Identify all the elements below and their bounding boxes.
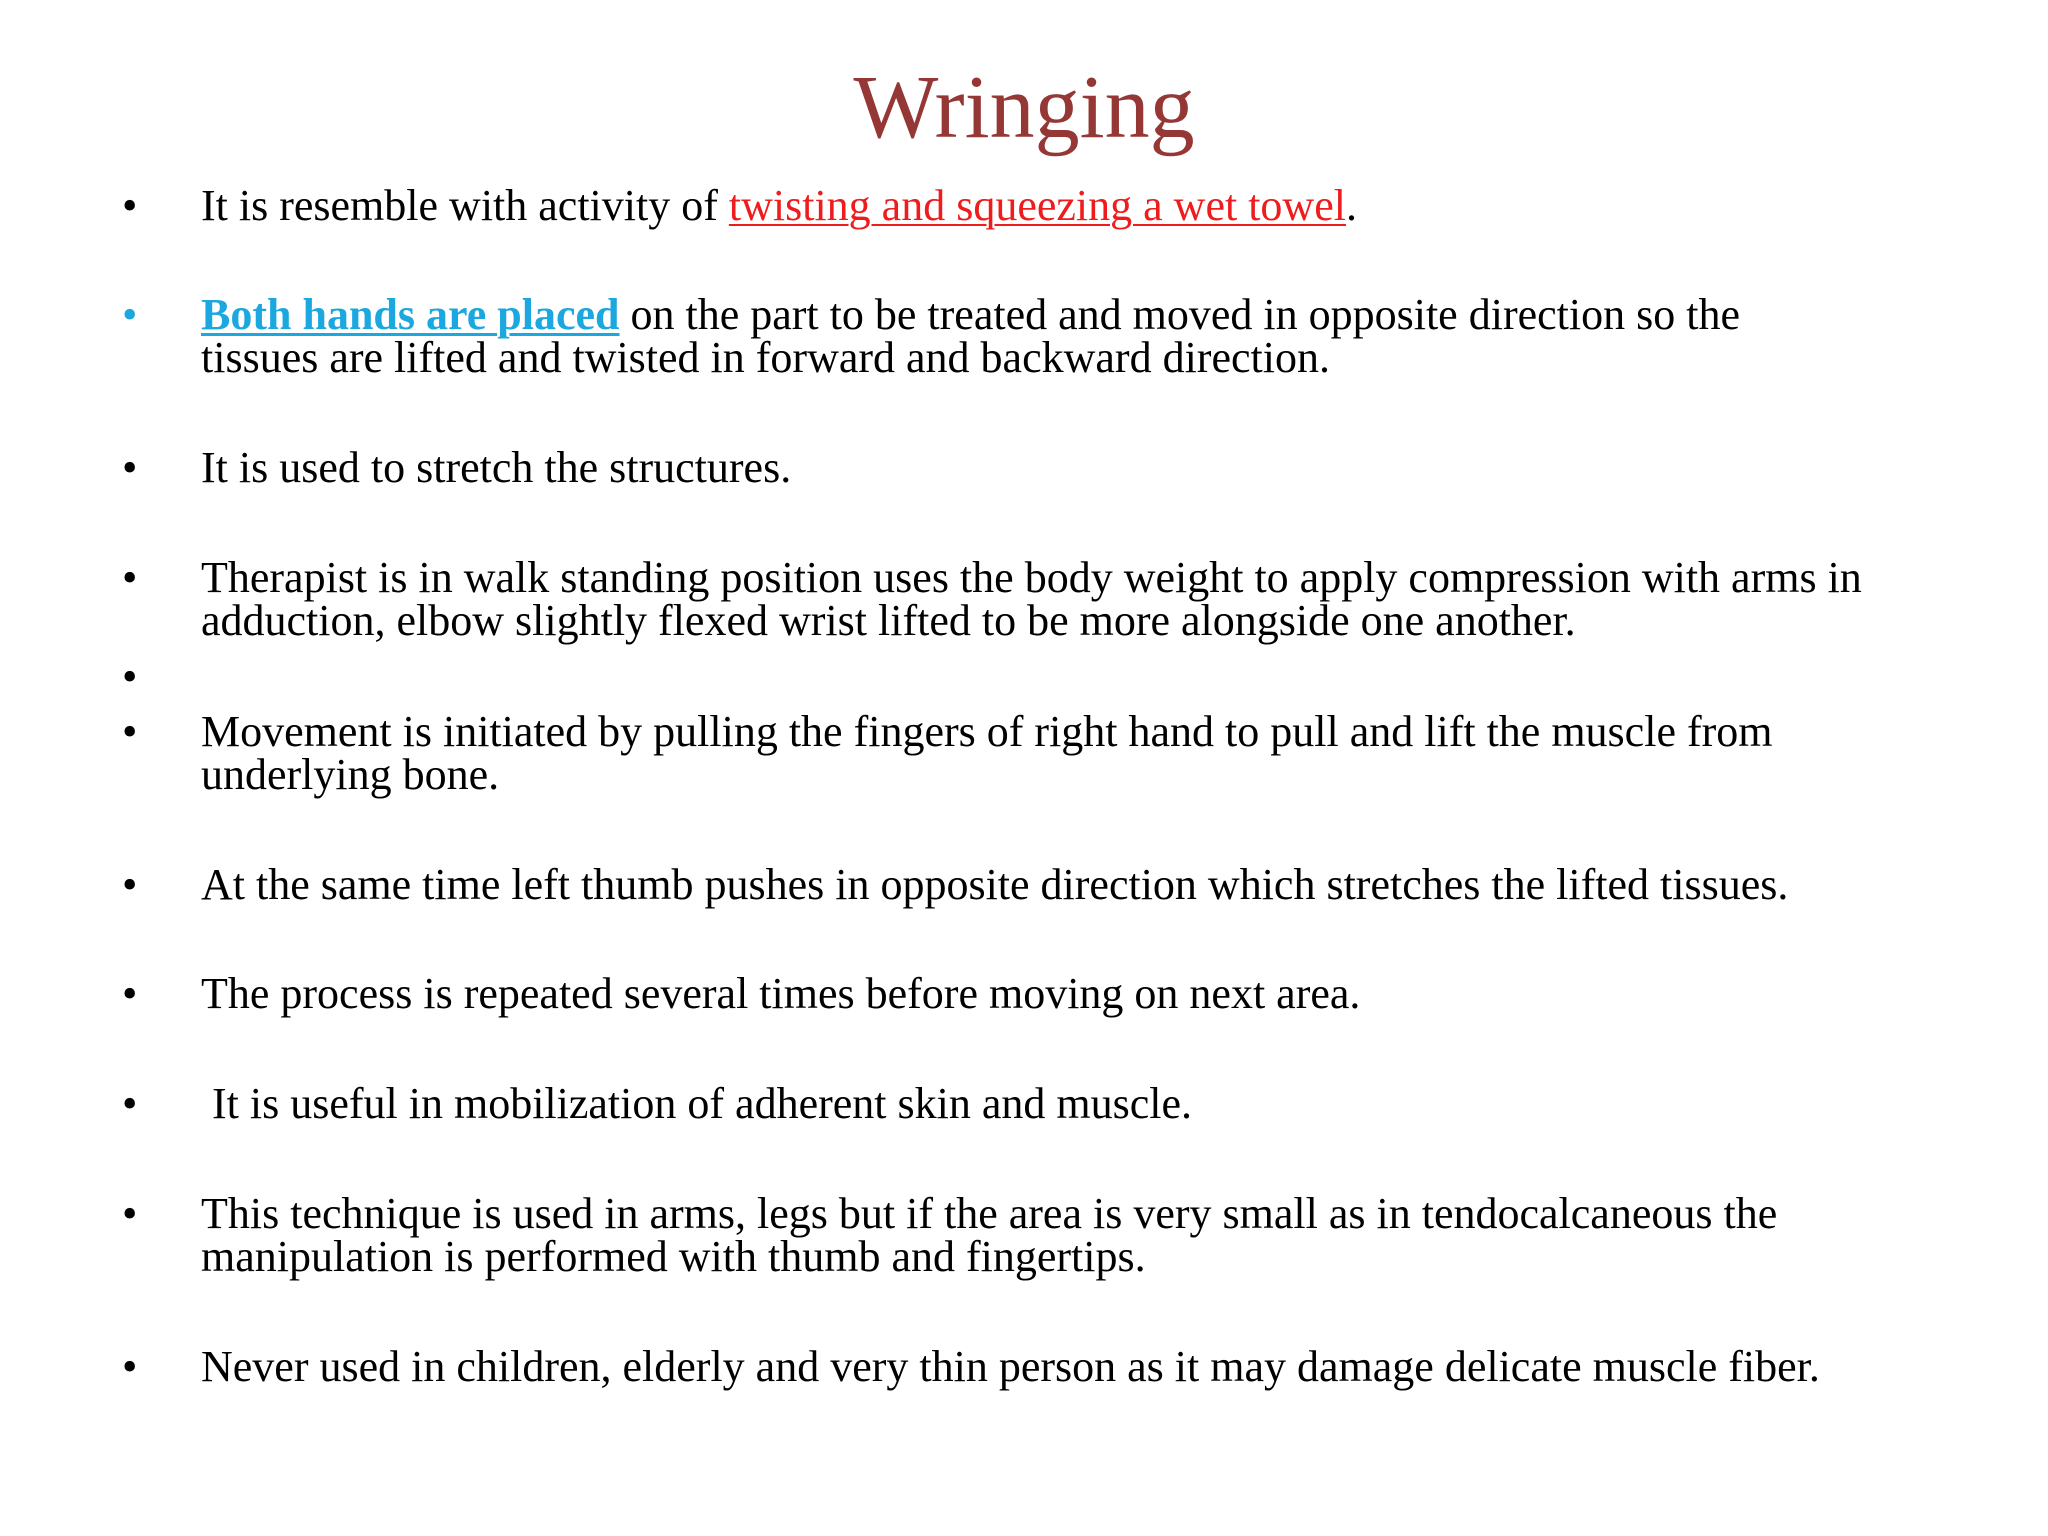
list-item-text: It is useful in mobilization of adherent skin and muscle.	[201, 1079, 1193, 1128]
list-item-text: The process is repeated several times before moving on next area.	[201, 969, 1361, 1018]
highlight-link[interactable]: twisting and squeezing a wet towel	[728, 181, 1346, 230]
bullet-icon: •	[122, 181, 138, 230]
list-item-text	[201, 290, 2001, 339]
list-item-text: Never used in children, elderly and very thin person as it may damage delicate muscle fiber.	[201, 1342, 1820, 1391]
bullet-icon: •	[122, 969, 138, 1018]
bullet-icon: •	[122, 1079, 138, 1128]
list-item-text-line2: tissues are lifted and twisted in forward and backward direction.	[201, 333, 1330, 382]
bullet-icon: •	[122, 290, 138, 339]
bullet-icon: •	[122, 652, 138, 701]
list-item-text: This technique is used in arms, legs but if the area is very small as in tendocalcaneous the	[201, 1189, 1778, 1238]
list-item-text-post: .	[1345, 181, 1357, 230]
list-item-text: Movement is initiated by pulling the fingers of right hand to pull and lift the muscle from	[201, 707, 1773, 756]
bullet-icon: •	[122, 1342, 138, 1391]
bullet-icon: •	[122, 1189, 138, 1238]
bullet-icon: •	[122, 443, 138, 492]
bullet-icon: •	[122, 553, 138, 602]
list-item-text: At the same time left thumb pushes in opposite direction which stretches the lifted tissues.	[201, 860, 1789, 909]
list-item-text-line2: adduction, elbow slightly flexed wrist lifted to be more alongside one another.	[201, 596, 1576, 645]
list-item-text: It is used to stretch the structures.	[201, 443, 792, 492]
list-item-text-line2: underlying bone.	[201, 750, 500, 799]
slide-title: Wringing	[853, 58, 1195, 157]
bullet-icon: •	[122, 860, 138, 909]
list-item-text-line1: on the part to be treated and moved in opposite direction so the	[619, 290, 1740, 339]
list-item-text	[201, 181, 2001, 230]
list-item-text-line2: manipulation is performed with thumb and fingertips.	[201, 1232, 1146, 1281]
list-item-text: Therapist is in walk standing position uses the body weight to apply compression with arms in	[201, 553, 1862, 602]
bullet-icon: •	[122, 707, 138, 756]
highlight-link[interactable]: Both hands are placed	[201, 290, 620, 339]
list-item-text-pre: It is resemble with activity of	[201, 181, 729, 230]
